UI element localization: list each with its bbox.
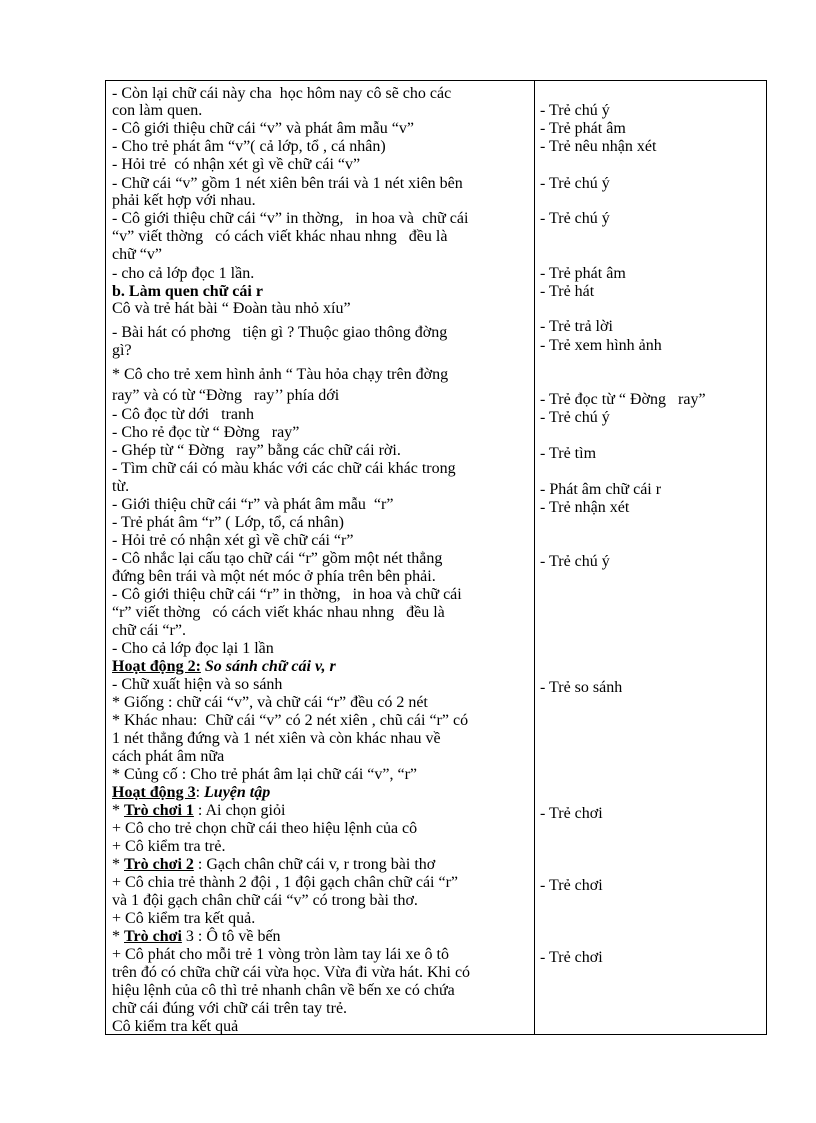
teacher-line: ray” và có từ “Đờng ray’’ phía dới [112, 387, 340, 404]
teacher-line: + Cô kiểm tra kết quả. [112, 910, 256, 927]
line-segment: 3 : Ô tô về bến [181, 928, 281, 945]
teacher-line: * Cô cho trẻ xem hình ảnh “ Tàu hỏa chạy trên đờng [112, 366, 449, 383]
teacher-line: - Cho cả lớp đọc lại 1 lần [112, 640, 274, 657]
teacher-line: cách phát âm nữa [112, 748, 225, 765]
column-divider [534, 80, 535, 1035]
teacher-line: * Giống : chữ cái “v”, và chữ cái “r” đều có 2 nét [112, 694, 428, 711]
teacher-line: 1 nét thẳng đứng và 1 nét xiên và còn khác nhau về [112, 730, 441, 747]
teacher-line: - Ghép từ “ Đờng ray” bằng các chữ cái rời. [112, 442, 401, 459]
teacher-line: từ. [112, 478, 130, 495]
teacher-line: trên đó có chữa chữ cái vừa học. Vừa đi vừa hát. Khi có [112, 964, 471, 981]
line-segment: Luyện tập [204, 784, 271, 801]
teacher-line [112, 928, 281, 946]
teacher-line: - Tìm chữ cái có màu khác với các chữ cái khác trong [112, 460, 456, 477]
child-line: - Trẻ chơi [540, 877, 603, 894]
line-segment: * [112, 802, 124, 819]
child-line: - Trẻ đọc từ “ Đờng ray” [540, 391, 706, 408]
child-line: - Trẻ xem hình ảnh [540, 337, 662, 354]
teacher-line: - cho cả lớp đọc 1 lần. [112, 265, 255, 282]
child-line: - Trẻ chơi [540, 805, 603, 822]
teacher-line: - Hỏi trẻ có nhận xét gì về chữ cái “r” [112, 532, 354, 549]
teacher-line [112, 658, 336, 676]
child-line: - Trẻ tìm [540, 445, 597, 462]
teacher-line [112, 784, 270, 802]
line-segment: Trò chơi 1 [124, 802, 194, 819]
teacher-line: Cô và trẻ hát bài “ Đoàn tàu nhỏ xíu” [112, 300, 351, 317]
child-line: - Trẻ chú ý [540, 102, 610, 119]
child-line: - Trẻ phát âm [540, 265, 626, 282]
teacher-line: - Cô giới thiệu chữ cái “v” và phát âm mẫu “v” [112, 120, 414, 137]
teacher-line: + Cô phát cho mỗi trẻ 1 vòng tròn làm tay lái xe ô tô [112, 946, 449, 963]
teacher-line: con làm quen. [112, 102, 203, 119]
line-segment: Hoạt động 3 [112, 784, 196, 801]
teacher-line [112, 802, 285, 820]
child-line: - Trẻ so sánh [540, 679, 623, 696]
teacher-line: - Cô giới thiệu chữ cái “v” in thờng, in hoa và chữ cái [112, 210, 469, 227]
teacher-line: + Cô chia trẻ thành 2 đội , 1 đội gạch chân chữ cái “r” [112, 874, 459, 891]
teacher-line: Cô kiểm tra kết quả [112, 1018, 239, 1035]
teacher-line: - Cô giới thiệu chữ cái “r” in thờng, in hoa và chữ cái [112, 586, 462, 603]
child-line: - Trẻ nêu nhận xét [540, 138, 657, 155]
teacher-line: chữ “v” [112, 246, 162, 263]
teacher-line: - Giới thiệu chữ cái “r” và phát âm mẫu “r” [112, 496, 394, 513]
teacher-line: đứng bên trái và một nét móc ở phía trên bên phải. [112, 568, 436, 585]
teacher-line: - Cho rẻ đọc từ “ Đờng ray” [112, 424, 300, 441]
line-segment: : Ai chọn giỏi [193, 802, 286, 819]
line-segment: * [112, 856, 124, 873]
teacher-line: * Củng cố : Cho trẻ phát âm lại chữ cái “v”, “r” [112, 766, 418, 783]
child-line: - Trẻ chú ý [540, 409, 610, 426]
teacher-line: + Cô kiểm tra trẻ. [112, 838, 226, 855]
child-line: - Trẻ hát [540, 283, 595, 300]
teacher-line: “r” viết thờng có cách viết khác nhau nhng đều là [112, 604, 445, 621]
teacher-line: - Hỏi trẻ có nhận xét gì về chữ cái “v” [112, 156, 361, 173]
teacher-line: - Chữ cái “v” gồm 1 nét xiên bên trái và 1 nét xiên bên [112, 175, 463, 192]
teacher-line: * Khác nhau: Chữ cái “v” có 2 nét xiên , chũ cái “r” có [112, 712, 469, 729]
teacher-line: chữ cái “r”. [112, 622, 186, 639]
child-line: - Trẻ trả lời [540, 318, 613, 335]
line-segment: Trò chơi 2 [124, 856, 194, 873]
child-line: - Phát âm chữ cái r [540, 481, 662, 498]
child-line: - Trẻ chú ý [540, 175, 610, 192]
teacher-line: và 1 đội gạch chân chữ cái “v” có trong bài thơ. [112, 892, 418, 909]
line-segment: Trò chơi [124, 928, 182, 945]
teacher-line: b. Làm quen chữ cái r [112, 283, 263, 300]
teacher-line: hiệu lệnh của cô thì trẻ nhanh chân về bến xe có chứa [112, 982, 455, 999]
teacher-line: - Còn lại chữ cái này cha học hôm nay cô sẽ cho các [112, 85, 452, 102]
teacher-line: - Trẻ phát âm “r” ( Lớp, tổ, cá nhân) [112, 514, 344, 531]
line-segment: So sánh chữ cái v, r [200, 658, 336, 675]
teacher-line: chữ cái đúng với chữ cái trên tay trẻ. [112, 1000, 348, 1017]
teacher-line: gì? [112, 342, 132, 359]
teacher-line: - Cho trẻ phát âm “v”( cả lớp, tổ , cá nhân) [112, 138, 386, 155]
teacher-line: - Cô đọc từ dới tranh [112, 406, 254, 423]
teacher-line: phải kết hợp với nhau. [112, 192, 256, 209]
teacher-line: + Cô cho trẻ chọn chữ cái theo hiệu lệnh của cô [112, 820, 418, 837]
line-segment: Hoạt động 2: [112, 658, 201, 675]
child-line: - Trẻ chú ý [540, 210, 610, 227]
teacher-line: “v” viết thờng có cách viết khác nhau nhng đều là [112, 228, 448, 245]
line-segment: : Gạch chân chữ cái v, r trong bài thơ [193, 856, 436, 873]
child-line: - Trẻ phát âm [540, 120, 626, 137]
teacher-line: - Chữ xuất hiện và so sánh [112, 676, 283, 693]
teacher-line: - Bài hát có phơng tiện gì ? Thuộc giao thông đờng [112, 324, 448, 341]
child-line: - Trẻ nhận xét [540, 499, 630, 516]
child-line: - Trẻ chú ý [540, 553, 610, 570]
line-segment: : [195, 784, 205, 801]
teacher-line: - Cô nhắc lại cấu tạo chữ cái “r” gồm một nét thẳng [112, 550, 443, 567]
teacher-line [112, 856, 435, 874]
child-line: - Trẻ chơi [540, 949, 603, 966]
line-segment: * [112, 928, 124, 945]
